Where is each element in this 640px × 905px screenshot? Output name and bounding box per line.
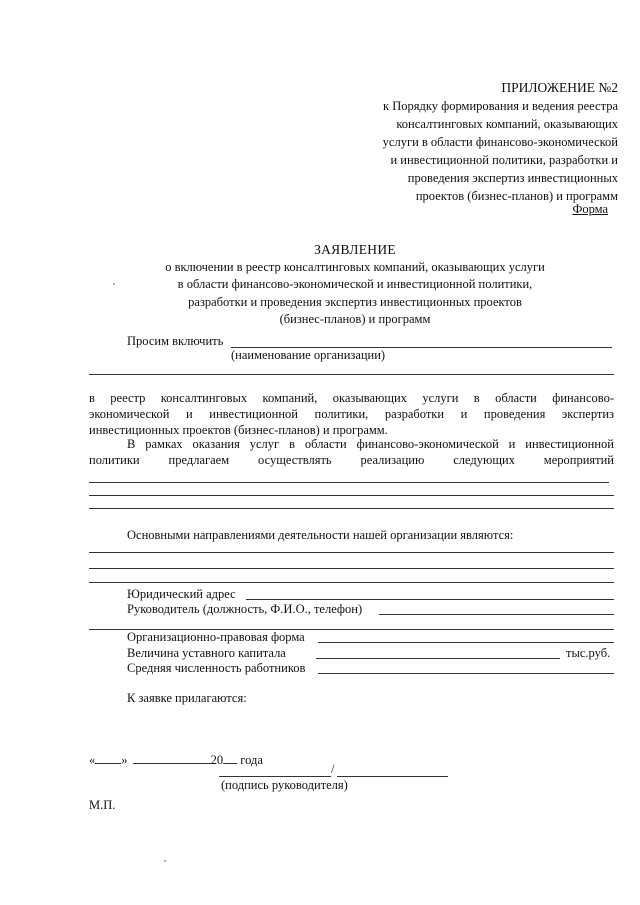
activities-field-line[interactable] bbox=[89, 508, 614, 509]
signature-name-field[interactable] bbox=[337, 776, 448, 777]
head-label: Руководитель (должность, Ф.И.О., телефон) bbox=[127, 602, 363, 616]
date-row bbox=[89, 751, 263, 768]
directions-field-line[interactable] bbox=[89, 568, 614, 569]
signature-slash: / bbox=[331, 762, 335, 776]
directions-field-line[interactable] bbox=[89, 552, 614, 553]
month-field[interactable] bbox=[133, 751, 211, 764]
title-line: (бизнес-планов) и программ bbox=[279, 312, 431, 326]
appendix-line: к Порядку формирования и ведения реестра bbox=[383, 99, 618, 113]
form-label: Форма bbox=[572, 202, 608, 216]
attachments-label: К заявке прилагаются: bbox=[127, 691, 247, 705]
legal-address-label: Юридический адрес bbox=[127, 587, 236, 601]
activities-field-line[interactable] bbox=[89, 495, 614, 496]
org-form-field[interactable] bbox=[318, 642, 614, 643]
paragraph-registry bbox=[89, 390, 614, 438]
appendix-header bbox=[383, 79, 618, 205]
legal-address-field[interactable] bbox=[246, 599, 614, 600]
capital-label: Величина уставного капитала bbox=[127, 646, 286, 660]
organization-name-caption: (наименование организации) bbox=[231, 348, 386, 362]
year-suffix: года bbox=[240, 753, 263, 767]
appendix-line: услуги в области финансово-экономической bbox=[382, 135, 618, 149]
paragraph-activities-line2: политики предлагаем осуществлять реализацию следующих мероприятий bbox=[89, 453, 614, 467]
request-label: Просим включить bbox=[127, 334, 224, 348]
directions-field-line[interactable] bbox=[89, 582, 614, 583]
title-line: разработки и проведения экспертиз инвестиционных проектов bbox=[188, 294, 522, 309]
appendix-line: и инвестиционной политики, разработки и bbox=[390, 153, 618, 167]
day-field[interactable] bbox=[95, 751, 121, 764]
appendix-line: консалтинговых компаний, оказывающих bbox=[396, 117, 618, 131]
speck bbox=[113, 283, 115, 285]
activities-field-line[interactable] bbox=[89, 482, 609, 483]
head-field[interactable] bbox=[379, 614, 614, 615]
signature-field[interactable] bbox=[219, 776, 331, 777]
date-open-quote: « bbox=[89, 753, 96, 767]
stamp-label: М.П. bbox=[89, 798, 116, 812]
org-form-label: Организационно-правовая форма bbox=[127, 630, 305, 644]
directions-label: Основными направлениями деятельности нашей организации являются: bbox=[127, 528, 514, 542]
title-main: ЗАЯВЛЕНИЕ bbox=[314, 242, 396, 257]
paragraph-line: инвестиционных проектов (бизнес-планов) и программ. bbox=[89, 423, 388, 437]
appendix-line: проведения экспертиз инвестиционных bbox=[407, 171, 618, 185]
appendix-title: ПРИЛОЖЕНИЕ №2 bbox=[501, 80, 618, 95]
organization-name-field-continued[interactable] bbox=[89, 374, 614, 375]
appendix-line: проектов (бизнес-планов) и программ bbox=[415, 189, 618, 203]
signature-caption: (подпись руководителя) bbox=[221, 778, 348, 792]
title-line: о включении в реестр консалтинговых компаний, оказывающих услуги bbox=[165, 259, 545, 274]
year-field[interactable] bbox=[223, 751, 237, 764]
paragraph-activities-line1: В рамках оказания услуг в области финансово-экономической и инвестиционной bbox=[127, 437, 614, 451]
title-line: в области финансово-экономической и инвестиционной политики, bbox=[177, 277, 533, 291]
employees-label: Средняя численность работников bbox=[127, 661, 306, 675]
speck bbox=[164, 860, 166, 862]
paragraph-line: экономической и инвестиционной политики, разработки и проведения экспертиз bbox=[89, 407, 614, 421]
date-close-quote: » bbox=[121, 753, 128, 767]
capital-unit: тыс.руб. bbox=[566, 646, 611, 660]
paragraph-line: в реестр консалтинговых компаний, оказывающих услуги в области финансово- bbox=[89, 391, 614, 405]
capital-field[interactable] bbox=[316, 658, 560, 659]
employees-field[interactable] bbox=[318, 673, 614, 674]
document-title bbox=[0, 241, 640, 329]
year-prefix: 20 bbox=[210, 753, 224, 767]
